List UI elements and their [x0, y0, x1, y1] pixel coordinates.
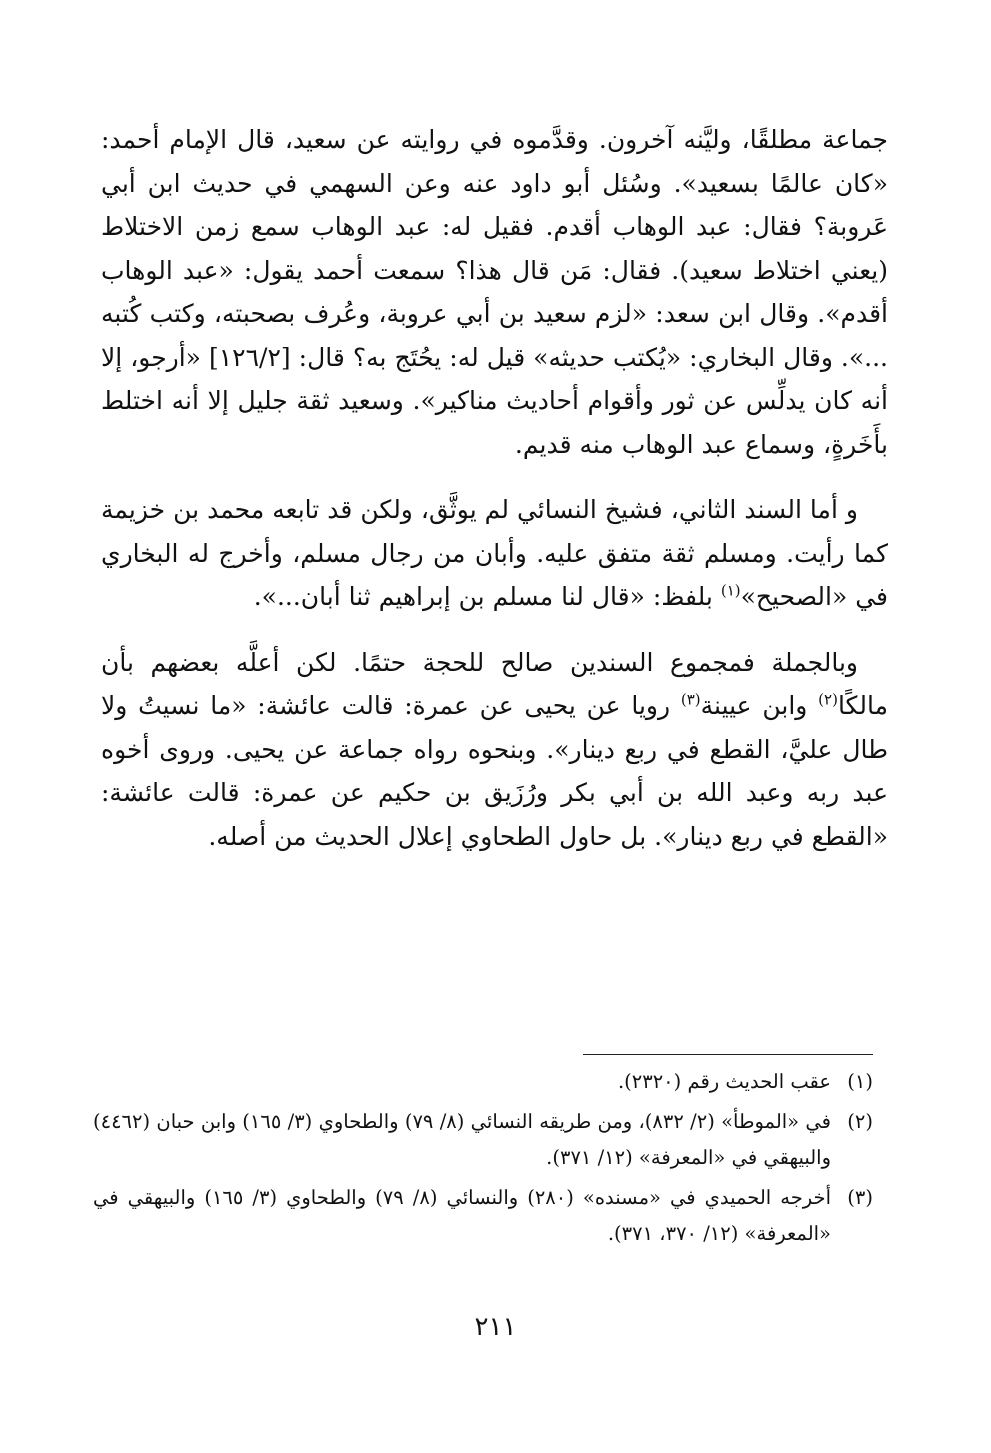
- footnote-2: [93, 1104, 873, 1176]
- paragraph-3-text-c: رويا عن يحيى عن عمرة: قالت عائشة: «ما نسيتُ ولا طال عليَّ، القطع في ربع دينار». وبنحوه رواه جماعة عن يحيى. وروى أخوه عبد ربه وعبد الله بن أبي بكر ورُزَيق بن حكيم عن عمرة: قالت عائشة: «القطع في ربع دينار». بل حاول الطحاوي إعلال الحديث من أصله.: [101, 691, 888, 851]
- footnotes: [93, 1064, 873, 1256]
- footnote-separator: [583, 1054, 873, 1055]
- footnote-1: [93, 1064, 873, 1100]
- paragraph-3: [101, 641, 888, 859]
- main-text: [101, 118, 888, 880]
- footnote-text: أخرجه الحميدي في «مسنده» (٢٨٠) والنسائي (٨/ ٧٩) والطحاوي (٣/ ١٦٥) والبيهقي في «المعرفة» (١٢/ ٣٧٠، ٣٧١).: [93, 1186, 832, 1245]
- footnote-ref-1[interactable]: (١): [720, 581, 741, 600]
- paragraph-3-text-a: وبالجملة فمجموع السندين صالح للحجة حتمًا. لكن أعلَّه بعضهم بأن مالكًا: [101, 647, 888, 720]
- paragraph-1: [101, 118, 888, 466]
- footnote-ref-3[interactable]: (٣): [680, 690, 701, 709]
- page-number: ٢١١: [474, 1312, 517, 1342]
- paragraph-2-text-a: و أما السند الثاني، فشيخ النسائي لم يوثَّق، ولكن قد تابعه محمد بن خزيمة كما رأيت. ومسلم ثقة متفق عليه. وأبان من رجال مسلم، وأخرج له البخاري في «الصحيح»: [101, 495, 888, 611]
- paragraph-2: [101, 488, 888, 619]
- footnote-text: عقب الحديث رقم (٢٣٢٠).: [617, 1070, 831, 1093]
- footnote-text: في «الموطأ» (٢/ ٨٣٢)، ومن طريقه النسائي (٨/ ٧٩) والطحاوي (٣/ ١٦٥) وابن حبان (٤٤٦٢) والبيهقي في «المعرفة» (١٢/ ٣٧١).: [93, 1110, 831, 1169]
- paragraph-2-text-b: بلفظ: «قال لنا مسلم بن إبراهيم ثنا أبان...».: [253, 582, 721, 611]
- paragraph-1-text: جماعة مطلقًا، وليَّنه آخرون. وقدَّموه في روايته عن سعيد، قال الإمام أحمد: «كان عالمًا بسعيد». وسُئل أبو داود عنه وعن السهمي في حديث ابن أبي عَروبة؟ فقال: عبد الوهاب أقدم. فقيل له: عبد الوهاب سمع زمن الاختلاط (يعني اختلاط سعيد). فقال: مَن قال هذا؟ سمعت أحمد يقول: «عبد الوهاب أقدم». وقال ابن سعد: «لزم سعيد بن أبي عروبة، وعُرف بصحبته، وكتب كُتبه ...». وقال البخاري: «يُكتب حديثه» قيل له: يحُتَج به؟ قال: [١٢٦/٢] «أرجو، إلا أنه كان يدلِّس عن ثور وأقوام أحاديث مناكير». وسعيد ثقة جليل إلا أنه اختلط بأَخَرةٍ، وسماع عبد الوهاب منه قديم.: [101, 125, 888, 459]
- footnote-number: (٢): [847, 1110, 873, 1133]
- footnote-ref-2[interactable]: (٢): [818, 690, 838, 709]
- footnote-3: [93, 1180, 873, 1252]
- paragraph-3-text-b: وابن عيينة: [700, 691, 819, 720]
- footnote-number: (٣): [847, 1186, 873, 1209]
- footnote-number: (١): [847, 1070, 873, 1093]
